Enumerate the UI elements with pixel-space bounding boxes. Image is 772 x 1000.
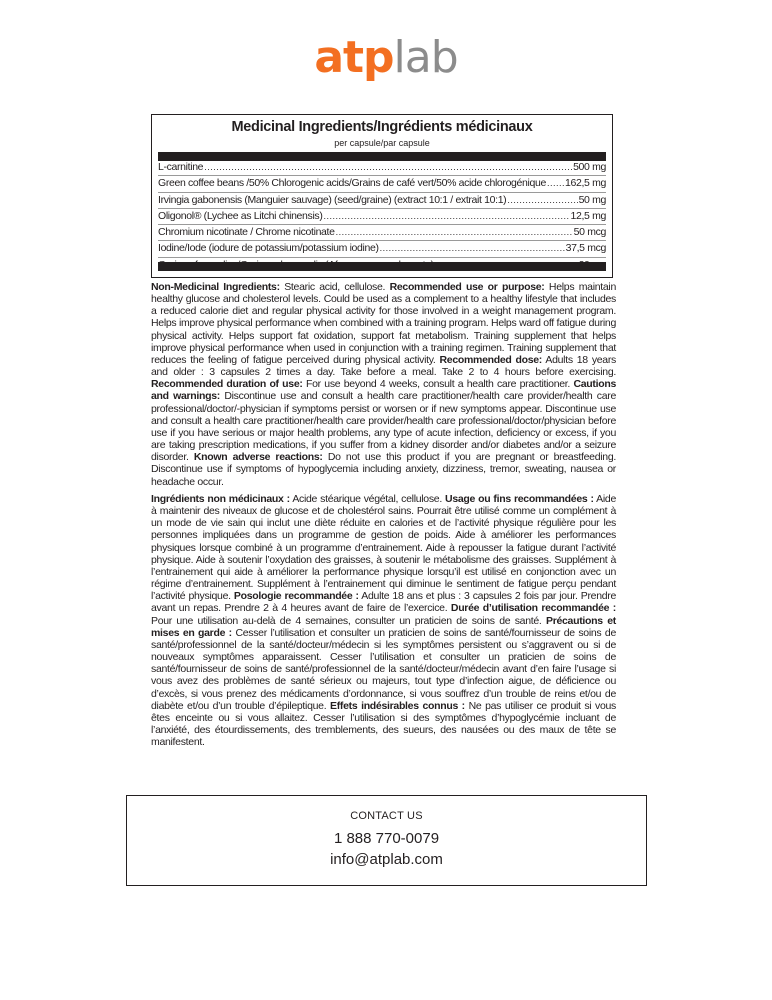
ingredient-name: L-carnitine xyxy=(158,161,204,173)
panel-subtitle: per capsule/par capsule xyxy=(334,138,430,148)
contact-box xyxy=(126,795,647,886)
cautions-label: Cautions and warnings: xyxy=(151,378,616,403)
logo-lab-text: lab xyxy=(393,32,458,83)
ingredient-amount: 37,5 mcg xyxy=(565,242,606,255)
adverse-text: Do not use this product if you are pregnant or breastfeeding. Discontinue use if symptoms of hypoglycemia including anxiety, dizziness, tremor, sweating, nausea or headache occur. xyxy=(151,451,616,488)
ingredient-amount: 162,5 mg xyxy=(565,177,606,190)
contact-title: CONTACT US xyxy=(350,810,423,822)
nmi-text: Stearic acid, cellulose. xyxy=(279,281,390,293)
cautions-text: Discontinue use and consult a health care practitioner/health care provider/health care professional/doctor/-physician if symptoms persist or worsen or if new symptoms appear. Discontinue use and consult a health care practitioner/health care provider/health care professional/doctor/physician before use if you have serious or major health problems, any type of acute infection, deficiency or excess, if you are taking prescription medications, if you suffer from a kidney disorder and/or diabetes and/or a seizure disorder. xyxy=(151,390,616,464)
leader-dots xyxy=(204,161,572,173)
dose-label-fr: Posologie recommandée : xyxy=(233,590,359,603)
medicinal-ingredients-panel xyxy=(151,114,613,278)
ingredient-name: Irvingia gabonensis (Manguier sauvage) (seed/graine) (extract 10:1 / extrait 10:1) xyxy=(158,193,507,206)
ingredient-amount: 50 mg xyxy=(578,193,606,206)
ingredient-row xyxy=(158,192,606,208)
cautions-label-fr: Précautions et mises en garde : xyxy=(151,614,616,639)
dose-label: Recommended dose: xyxy=(439,353,542,366)
adverse-text-fr: Ne pas utiliser ce produit si vous êtes enceinte ou si vous allaitez. Cesser l’utilisation si des symptômes d’hypoglycémie incluant de l’anxiété, des étourdissements, des tremblements, des sueurs, des nausées ou des maux de tête se manifestent. xyxy=(151,699,616,749)
adverse-label: Known adverse reactions: xyxy=(193,451,323,464)
duration-label-fr: Durée d’utilisation recommandée : xyxy=(450,602,616,615)
ingredient-name: Oligonol® (Lychee as Litchi chinensis) xyxy=(158,209,323,222)
ingredient-row xyxy=(158,208,606,224)
french-label-text xyxy=(151,493,616,748)
ingredient-amount: 50 mcg xyxy=(573,226,606,239)
contact-email: info@atplab.com xyxy=(330,851,443,868)
ingredient-amount: 500 mg xyxy=(573,161,606,173)
duration-label: Recommended duration of use: xyxy=(151,378,303,391)
cautions-text-fr: Cesser l’utilisation et consulter un praticien de soins de santé/fournisseur de soins de santé/professionnel de la santé/docteur/médecin si les symptômes persistent ou s’aggravent ou si de nouveaux symptômes apparaissent. Cesser l’utilisation et consulter un praticien de soins de santé/fournisseur de soins de santé/professionnel de la santé/docteur/médecin avant d’en faire l’usage si vous avez des problèmes de santé sérieux ou majeurs, tout type d’infection aigue, de déficience ou d’excès, si vous prenez des médicaments d’ordonnance, si vous souffrez d’un trouble de reins et/ou de diabète et/ou d’un trouble d’épileptique. xyxy=(151,626,617,712)
ingredient-row xyxy=(158,160,606,175)
panel-title: Medicinal Ingredients/Ingrédients médicinaux xyxy=(231,119,533,135)
leader-dots xyxy=(323,210,569,222)
ingredient-name: Chromium nicotinate / Chrome nicotinate xyxy=(158,226,335,239)
english-label-text xyxy=(151,281,616,488)
nmi-label-fr: Ingrédients non médicinaux : xyxy=(151,493,290,505)
use-text: Helps maintain healthy glucose and cholesterol levels. Could be used as a complement to a healthy lifestyle that includes a reduced calorie diet and regular physical activity for those involved in a weight management program. Helps improve physical performance when combined with a training program. Helps ward off fatigue during physical activity. Helps support fat oxidation, support fat metabolism. Training supplement that helps improve physical performance when used in conjunction with a training regimen. Training supplement that reduces the feeling of fatigue perceived during physical activity. xyxy=(151,281,616,366)
adverse-label-fr: Effets indésirables connus : xyxy=(330,699,465,712)
use-text-fr: Aide à maintenir des niveaux de glucose et de cholestérol sains. Pourrait être utilisé comme un complément à un mode de vie sain qui inclut une diète réduite en calories et de l’activité physique régulière pour les personnes impliquées dans un programme de gestion de poids. Aide à améliorer les performances physiques lorsque combiné à un programme d’entrainement. Aide à repousser la fatigue durant l’activité physique. Aide à soutenir l’oxydation des graisses, à soutenir le métabolisme des graisses. Supplément à l’entrainement qui aide à améliorer la performance physique lorsqu’il est utilisé en conjonction avec un régime d’entrainement. Supplément à l’entrainement qui diminue le sentiment de fatigue perçu pendant l’activité physique. xyxy=(151,493,616,603)
logo-atp-text: atp xyxy=(314,32,394,83)
ingredient-row xyxy=(158,224,606,240)
ingredient-list xyxy=(158,160,606,273)
panel-bottom-rule xyxy=(158,262,606,271)
use-label: Recommended use or purpose: xyxy=(389,281,545,293)
dose-text: Adults 18 years and older : 3 capsules 2 times a day. Take before a meal. Take 2 to 4 hours before exercising. xyxy=(151,353,616,379)
leader-dots xyxy=(507,194,577,206)
brand-logo xyxy=(0,28,772,88)
leader-dots xyxy=(547,177,564,189)
duration-text: For use beyond 4 weeks, consult a health care practitioner. xyxy=(302,378,574,391)
ingredient-name: Iodine/Iode (iodure de potassium/potassium iodine) xyxy=(158,242,379,255)
dose-text-fr: Adulte 18 ans et plus : 3 capsules 2 fois par jour. Prendre avant un repas. Prendre 2 à 4 heures avant de faire de l’exercice. xyxy=(151,590,617,615)
ingredient-row xyxy=(158,175,606,191)
ingredient-name: Green coffee beans /50% Chlorogenic acids/Grains de café vert/50% acide chlorogénique xyxy=(158,177,546,190)
contact-phone: 1 888 770-0079 xyxy=(333,830,440,847)
use-label-fr: Usage ou fins recommandées : xyxy=(445,493,594,505)
nmi-label: Non-Medicinal Ingredients: xyxy=(151,281,280,293)
nmi-text-fr: Acide stéarique végétal, cellulose. xyxy=(289,493,446,505)
leader-dots xyxy=(380,242,565,254)
ingredient-row xyxy=(158,240,606,256)
leader-dots xyxy=(336,226,573,238)
duration-text-fr: Pour une utilisation au-delà de 4 semaines, consulter un praticien de soins de santé. xyxy=(151,614,546,627)
ingredient-amount: 12,5 mg xyxy=(570,209,606,222)
